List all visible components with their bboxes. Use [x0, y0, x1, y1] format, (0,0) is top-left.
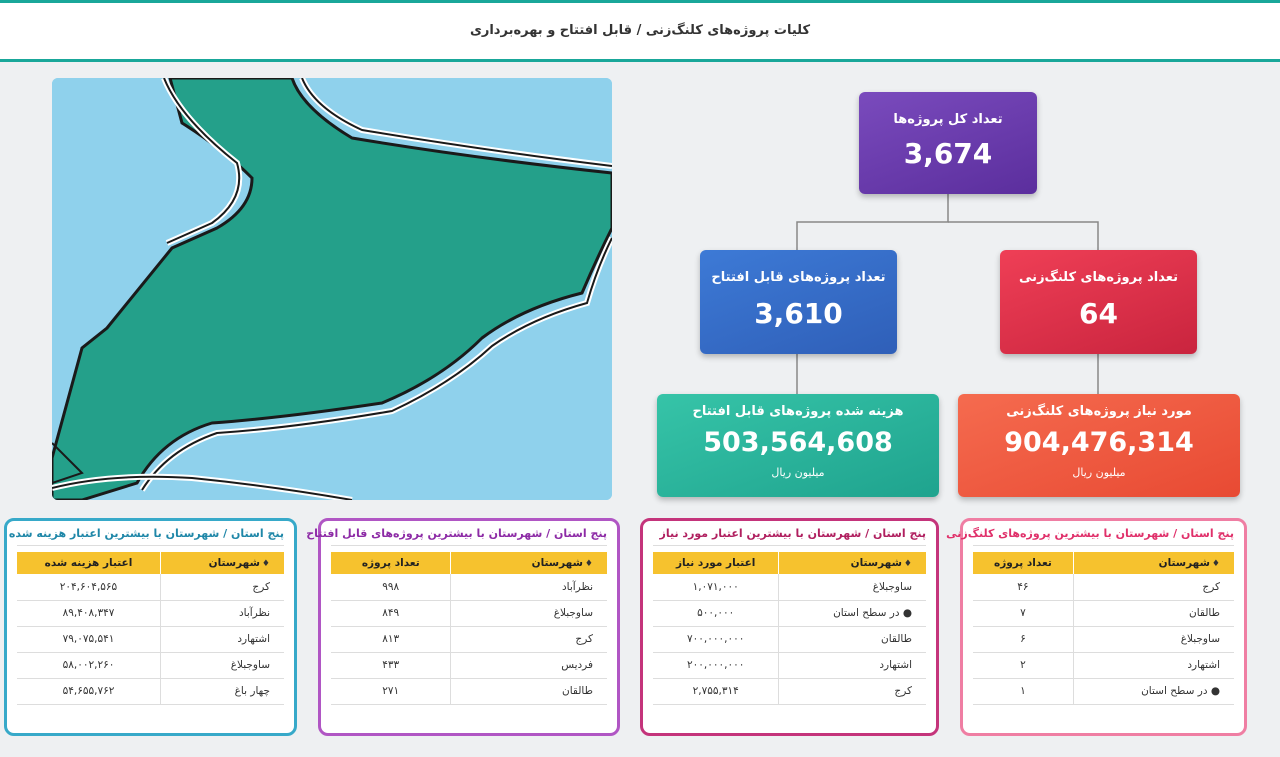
table-title: پنج استان / شهرستان با بیشترین اعتبار هزینه شده [17, 527, 284, 546]
table-row[interactable] [17, 600, 284, 626]
cell-city: فردیس [451, 652, 607, 678]
kpi-budget-needed[interactable] [958, 394, 1240, 497]
cell-city: ساوجبلاغ [779, 574, 926, 600]
cell-value: ۸۱۳ [331, 626, 451, 652]
table-row[interactable] [331, 678, 607, 704]
column-header-label: شهرستان [531, 557, 583, 569]
kpi-need-value: 904,476,314 [1004, 427, 1194, 458]
table-row[interactable] [973, 678, 1234, 704]
table-row[interactable] [653, 678, 926, 704]
kpi-total-projects[interactable] [859, 92, 1037, 194]
page-header [0, 0, 1280, 62]
table-header-row [331, 552, 607, 574]
cell-value: ۴۶ [973, 574, 1073, 600]
column-header-label: شهرستان [1158, 557, 1210, 569]
sort-icon[interactable]: ♦ [1211, 559, 1220, 569]
cell-value: ۵۴,۶۵۵,۷۶۲ [17, 678, 160, 704]
cell-city: ● در سطح استان [779, 600, 926, 626]
cell-value: ۷۹,۰۷۵,۵۴۱ [17, 626, 160, 652]
sort-icon[interactable]: ♦ [903, 559, 912, 569]
kpi-need-unit: میلیون ریال [1072, 466, 1126, 479]
table-header-row [653, 552, 926, 574]
cell-value: ۵۰۰,۰۰۰ [653, 600, 779, 626]
cell-city: کرج [1073, 574, 1234, 600]
kpi-open-value: 3,610 [754, 297, 843, 330]
cell-value: ۵۸,۰۰۲,۲۶۰ [17, 652, 160, 678]
cell-city: طالقان [1073, 600, 1234, 626]
kpi-open-label: تعداد پروژه‌های قابل افتتاح [711, 270, 886, 285]
cell-value: ۲۰۰,۰۰۰,۰۰۰ [653, 652, 779, 678]
cell-value: ۴۳۳ [331, 652, 451, 678]
table-row[interactable] [973, 574, 1234, 600]
table-row[interactable] [331, 574, 607, 600]
connector-line [797, 194, 948, 250]
map-graphic [52, 78, 612, 500]
cell-city: ● در سطح استان [1073, 678, 1234, 704]
data-table [331, 552, 607, 705]
column-header-label: شهرستان [850, 557, 902, 569]
table-card-groundbreaking [946, 518, 1247, 736]
column-header-city[interactable] [160, 552, 284, 574]
table-row[interactable] [17, 574, 284, 600]
cell-city: طالقان [451, 678, 607, 704]
table-title: پنج استان / شهرستان با بیشترین اعتبار مورد نیاز [653, 527, 926, 546]
cell-value: ۲ [973, 652, 1073, 678]
kpi-cost-spent[interactable] [657, 394, 939, 497]
cell-value: ۸۴۹ [331, 600, 451, 626]
column-header-city[interactable] [779, 552, 926, 574]
table-row[interactable] [17, 626, 284, 652]
table-card-cost-spent [4, 518, 297, 736]
kpi-cost-unit: میلیون ریال [771, 466, 825, 479]
table-row[interactable] [973, 600, 1234, 626]
cell-value: ۲۰۴,۶۰۴,۵۶۵ [17, 574, 160, 600]
cell-value: ۱ [973, 678, 1073, 704]
kpi-need-label: مورد نیاز پروژه‌های کلنگ‌زنی [1006, 404, 1192, 419]
sort-icon[interactable]: ♦ [584, 559, 593, 569]
table-row[interactable] [331, 626, 607, 652]
table-row[interactable] [653, 600, 926, 626]
cell-value: ۲,۷۵۵,۳۱۴ [653, 678, 779, 704]
table-row[interactable] [331, 652, 607, 678]
cell-city: کرج [160, 574, 284, 600]
data-table [17, 552, 284, 705]
column-header-value[interactable]: اعتبار هزینه شده [17, 552, 160, 574]
table-row[interactable] [331, 600, 607, 626]
table-header-row [17, 552, 284, 574]
cell-city: ساوجبلاغ [1073, 626, 1234, 652]
cell-city: کرج [451, 626, 607, 652]
table-card-openable [306, 518, 620, 736]
column-header-value[interactable]: تعداد پروژه [973, 552, 1073, 574]
table-row[interactable] [973, 652, 1234, 678]
cell-value: ۱,۰۷۱,۰۰۰ [653, 574, 779, 600]
cell-city: ساوجبلاغ [160, 652, 284, 678]
column-header-value[interactable]: اعتبار مورد نیاز [653, 552, 779, 574]
table-row[interactable] [653, 574, 926, 600]
cell-city: اشتهارد [1073, 652, 1234, 678]
cell-value: ۷۰۰,۰۰۰,۰۰۰ [653, 626, 779, 652]
table-header-row [973, 552, 1234, 574]
cell-value: ۸۹,۴۰۸,۳۴۷ [17, 600, 160, 626]
table-row[interactable] [653, 652, 926, 678]
column-header-city[interactable] [1073, 552, 1234, 574]
column-header-city[interactable] [451, 552, 607, 574]
connector-line [948, 222, 1098, 250]
table-row[interactable] [653, 626, 926, 652]
cell-city: اشتهارد [160, 626, 284, 652]
kpi-cost-value: 503,564,608 [703, 427, 893, 458]
table-title: پنج استان / شهرستان با بیشترین پروژه‌های قابل افتتاح [331, 527, 607, 546]
province-map[interactable] [52, 78, 612, 500]
cell-value: ۷ [973, 600, 1073, 626]
cell-value: ۶ [973, 626, 1073, 652]
cell-city: اشتهارد [779, 652, 926, 678]
cell-city: نظرآباد [160, 600, 284, 626]
cell-value: ۲۷۱ [331, 678, 451, 704]
page-title: کلیات پروژه‌های کلنگ‌زنی / قابل افتتاح و بهره‌برداری [469, 23, 811, 38]
kpi-groundbreaking-projects[interactable] [1000, 250, 1197, 354]
table-row[interactable] [17, 652, 284, 678]
cell-city: نظرآباد [451, 574, 607, 600]
kpi-openable-projects[interactable] [700, 250, 897, 354]
cell-city: چهار باغ [160, 678, 284, 704]
table-row[interactable] [17, 678, 284, 704]
kpi-stall-value: 64 [1079, 297, 1118, 330]
kpi-total-label: تعداد کل پروژه‌ها [893, 112, 1003, 127]
data-table [653, 552, 926, 705]
cell-value: ۹۹۸ [331, 574, 451, 600]
kpi-stall-label: تعداد پروژه‌های کلنگ‌زنی [1019, 270, 1178, 285]
cell-city: کرج [779, 678, 926, 704]
column-header-value[interactable]: تعداد پروژه [331, 552, 451, 574]
kpi-cost-label: هزینه شده پروژه‌های قابل افتتاح [692, 404, 904, 419]
cell-city: طالقان [779, 626, 926, 652]
cell-city: ساوجبلاغ [451, 600, 607, 626]
table-title: پنج استان / شهرستان با بیشترین پروژه‌های کلنگ‌زنی [973, 527, 1234, 546]
data-table [973, 552, 1234, 705]
sort-icon[interactable]: ♦ [261, 559, 270, 569]
kpi-total-value: 3,674 [903, 137, 993, 170]
column-header-label: شهرستان [208, 557, 260, 569]
table-row[interactable] [973, 626, 1234, 652]
table-card-budget-needed [640, 518, 939, 736]
